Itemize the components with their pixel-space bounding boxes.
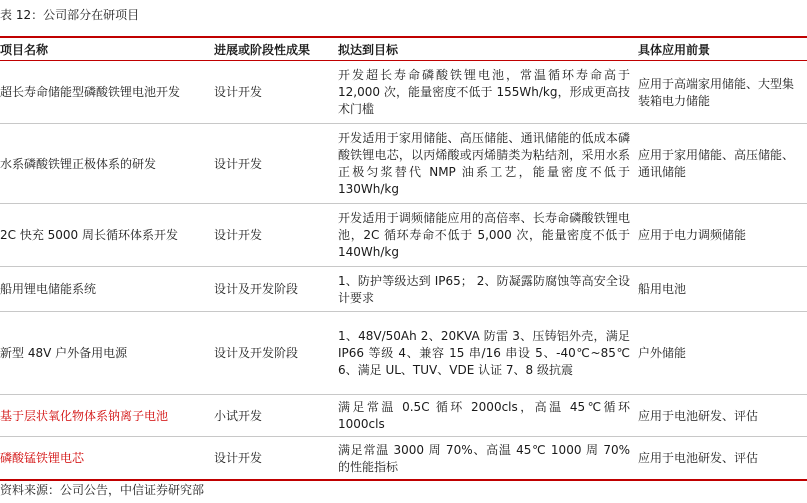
cell-project-name: 新型 48V 户外备用电源 <box>0 346 128 360</box>
cell-application: 应用于电力调频储能 <box>638 228 747 242</box>
cell-project-name: 基于层状氧化物体系钠离子电池 <box>0 408 169 423</box>
cell-goal: 1、48V/50Ah 2、20KVA 防雷 3、压铸铝外壳，满足 IP66 等级 4、兼容 15 串/16 串设 5、-40℃~85℃ 6、满足 UL、TUV、VDE 认证 7、8 级抗震 <box>338 329 630 377</box>
header-project-name: 项目名称 <box>0 42 49 57</box>
cell-project-name: 2C 快充 5000 周长循环体系开发 <box>0 228 178 242</box>
table-row <box>0 267 807 312</box>
source-note: 资料来源：公司公告，中信证券研究部 <box>0 483 205 497</box>
cell-progress: 设计开发 <box>214 228 263 242</box>
cell-project-name: 磷酸锰铁锂电芯 <box>0 451 85 465</box>
cell-application: 应用于电池研发、评估 <box>638 451 759 465</box>
table-row <box>0 204 807 267</box>
header-progress: 进展或阶段性成果 <box>214 42 311 57</box>
cell-goal: 1、防护等级达到 IP65； 2、防凝露防腐蚀等高安全设计要求 <box>338 273 630 305</box>
cell-progress: 设计及开发阶段 <box>214 282 299 296</box>
table-row <box>0 312 807 395</box>
cell-project-name: 水系磷酸铁锂正极体系的研发 <box>0 156 157 171</box>
cell-application: 应用于家用储能、高压储能、通讯储能 <box>638 148 795 179</box>
cell-application: 应用于高端家用储能、大型集装箱电力储能 <box>638 76 795 108</box>
projects-table <box>0 36 807 481</box>
cell-progress: 设计开发 <box>214 156 263 171</box>
table-header <box>0 36 807 61</box>
cell-progress: 小试开发 <box>214 408 263 423</box>
table-caption: 表 12：公司部分在研项目 <box>0 8 140 22</box>
cell-goal: 开发适用于调频储能应用的高倍率、长寿命磷酸铁锂电池，2C 循环寿命不低于 5,000 次，能量密度不低于 140Wh/kg <box>338 211 630 259</box>
header-goal: 拟达到目标 <box>338 42 399 57</box>
cell-application: 户外储能 <box>638 346 687 360</box>
cell-goal: 开发适用于家用储能、高压储能、通讯储能的低成本磷酸铁锂电芯，以丙烯酸或丙烯腈类为粘结剂，采用水系正极匀浆替代 NMP 油系工艺，能量密度不低于 130Wh/kg <box>338 131 630 196</box>
table-row <box>0 437 807 481</box>
table-row <box>0 124 807 204</box>
cell-application: 船用电池 <box>638 282 687 296</box>
cell-progress: 设计开发 <box>214 85 263 99</box>
header-application: 具体应用前景 <box>638 42 711 57</box>
cell-goal: 满足常温 0.5C 循环 2000cls，高温 45℃循环 1000cls <box>338 400 630 431</box>
cell-progress: 设计及开发阶段 <box>214 346 299 360</box>
cell-application: 应用于电池研发、评估 <box>638 408 759 423</box>
table-row <box>0 395 807 437</box>
table-row <box>0 61 807 124</box>
cell-project-name: 船用锂电储能系统 <box>0 282 97 296</box>
cell-project-name: 超长寿命储能型磷酸铁锂电池开发 <box>0 85 181 99</box>
cell-goal: 开发超长寿命磷酸铁锂电池，常温循环寿命高于 12,000 次，能量密度不低于 155Wh/kg，形成更高技术门槛 <box>338 68 630 116</box>
cell-goal: 满足常温 3000 周 70%、高温 45℃ 1000 周 70% 的性能指标 <box>338 442 630 474</box>
cell-progress: 设计开发 <box>214 451 263 465</box>
